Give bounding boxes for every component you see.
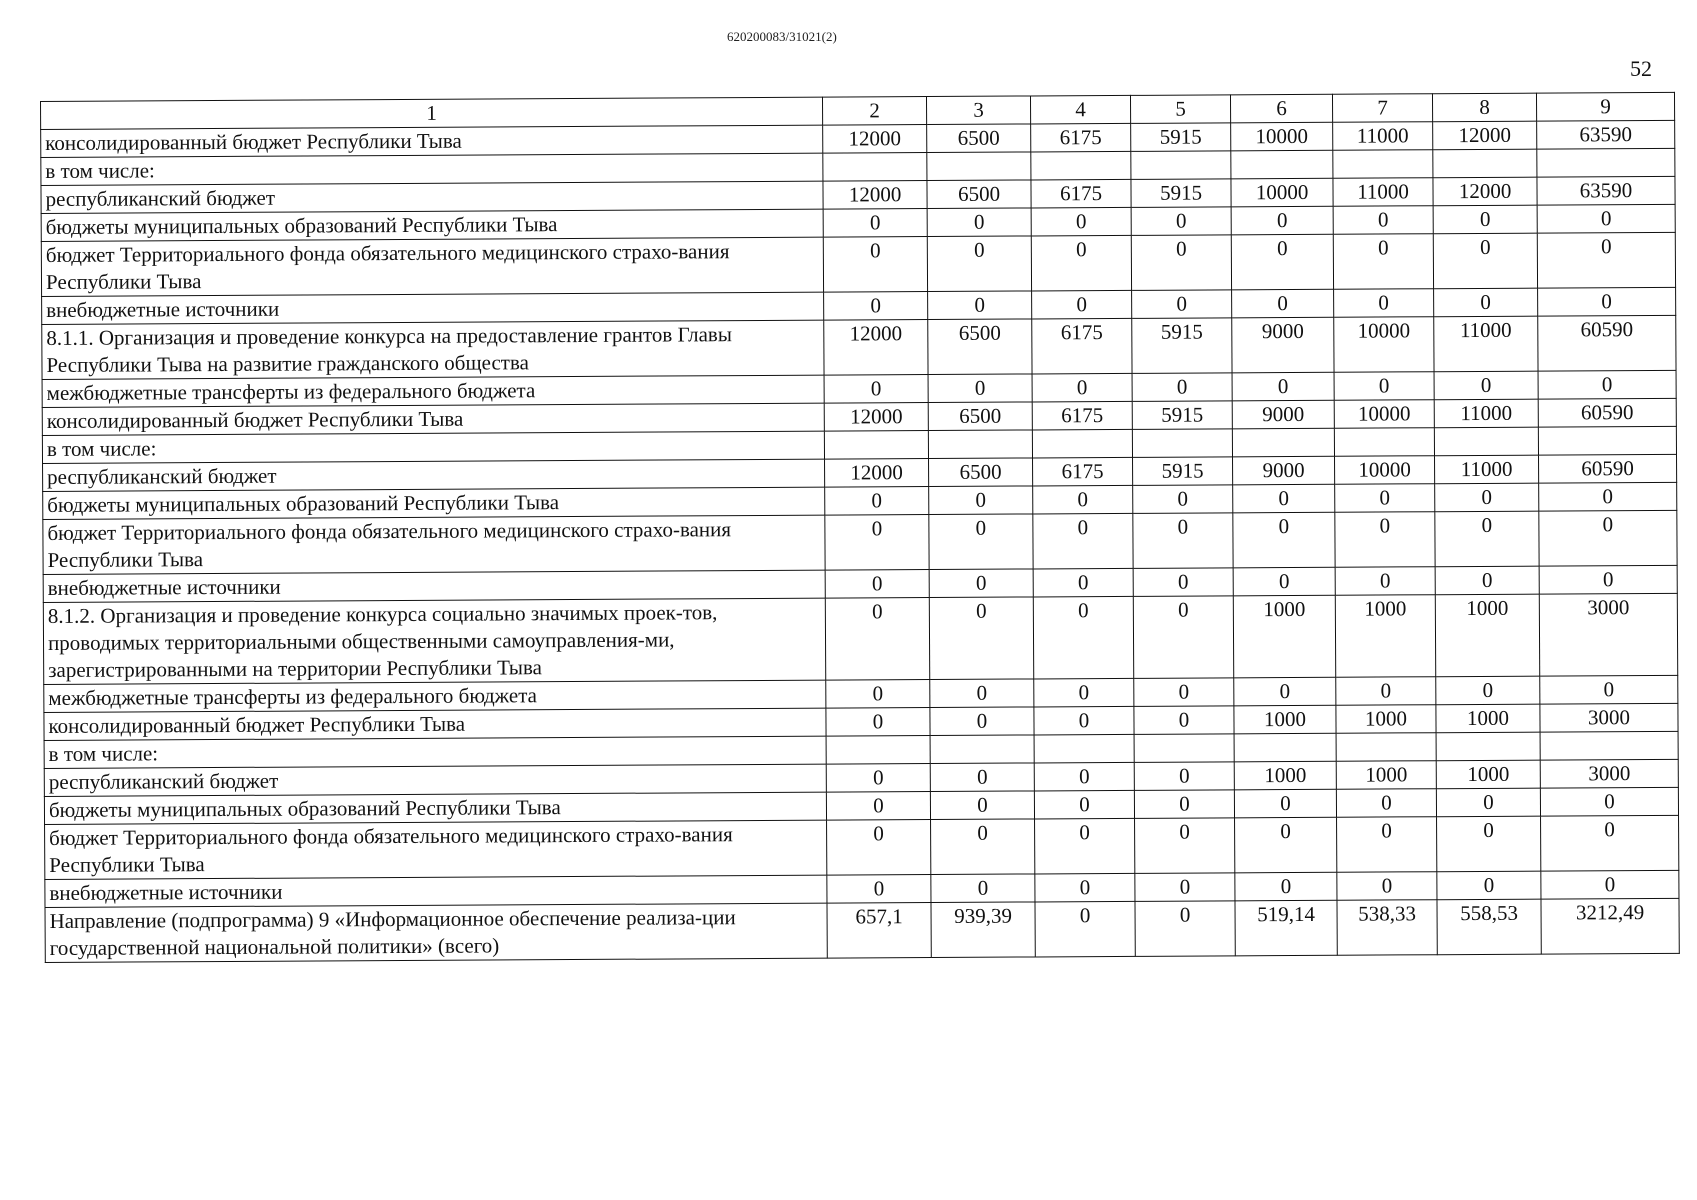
value-cell: 11000	[1333, 122, 1433, 151]
value-cell: 0	[1131, 235, 1231, 291]
value-cell: 0	[929, 569, 1033, 598]
column-header: 9	[1536, 92, 1674, 121]
value-cell: 0	[1537, 232, 1675, 288]
value-cell	[1131, 151, 1231, 180]
value-cell: 0	[1539, 510, 1677, 566]
value-cell: 12000	[825, 459, 929, 488]
value-cell	[1436, 732, 1540, 761]
value-cell: 0	[1233, 567, 1335, 596]
row-label: внебюджетные источники	[43, 570, 825, 602]
value-cell: 0	[927, 236, 1031, 292]
value-cell: 0	[1134, 790, 1234, 819]
value-cell: 1000	[1436, 704, 1540, 733]
row-label: бюджеты муниципальных образований Республики Тыва	[44, 792, 826, 824]
value-cell: 0	[1540, 787, 1678, 816]
value-cell: 0	[1436, 788, 1540, 817]
column-header: 2	[822, 97, 926, 126]
value-cell: 0	[930, 791, 1034, 820]
table-row	[43, 510, 1677, 574]
row-label: республиканский бюджет	[43, 459, 825, 491]
value-cell: 0	[1232, 289, 1334, 318]
document-id: 620200083/31021(2)	[727, 29, 837, 44]
value-cell: 0	[928, 374, 1032, 403]
value-cell: 6500	[927, 124, 1031, 153]
value-cell: 0	[1135, 901, 1235, 957]
value-cell: 1000	[1233, 595, 1335, 678]
row-label: 8.1.1. Организация и проведение конкурса на предоставление грантов Главы Республики Тыва на развитие гражданского общества	[42, 320, 824, 379]
value-cell: 0	[1034, 706, 1134, 735]
value-cell: 0	[1134, 678, 1234, 707]
value-cell: 0	[1033, 513, 1133, 569]
value-cell: 939,39	[931, 902, 1035, 958]
value-cell: 0	[824, 292, 928, 321]
value-cell: 10000	[1231, 122, 1333, 151]
row-label: бюджет Территориального фонда обязательного медицинского страхо-вания Республики Тыва	[43, 515, 825, 574]
value-cell: 0	[1234, 677, 1336, 706]
value-cell: 12000	[824, 320, 928, 376]
value-cell: 9000	[1232, 400, 1334, 429]
value-cell: 0	[930, 679, 1034, 708]
value-cell: 0	[1033, 485, 1133, 514]
value-cell: 0	[1437, 816, 1541, 872]
column-header: 1	[41, 97, 823, 129]
value-cell: 0	[1033, 568, 1133, 597]
column-header: 4	[1030, 95, 1130, 124]
value-cell: 60590	[1538, 315, 1676, 371]
value-cell: 63590	[1537, 120, 1675, 149]
value-cell	[1234, 733, 1336, 762]
value-cell: 0	[1035, 818, 1135, 874]
value-cell	[1434, 427, 1538, 456]
value-cell: 0	[1231, 206, 1333, 235]
column-header: 8	[1432, 93, 1536, 122]
value-cell: 0	[825, 487, 929, 516]
value-cell: 1000	[1436, 760, 1540, 789]
value-cell: 1000	[1234, 705, 1336, 734]
value-cell: 11000	[1434, 316, 1538, 372]
value-cell: 11000	[1333, 178, 1433, 207]
value-cell: 1000	[1336, 705, 1436, 734]
value-cell: 0	[1335, 512, 1435, 568]
value-cell: 0	[1232, 372, 1334, 401]
value-cell	[823, 153, 927, 182]
value-cell: 0	[1234, 789, 1336, 818]
value-cell: 0	[1131, 207, 1231, 236]
row-label: в том числе:	[44, 736, 826, 768]
value-cell: 0	[1134, 762, 1234, 791]
row-label: внебюджетные источники	[45, 875, 827, 907]
value-cell: 0	[1434, 371, 1538, 400]
value-cell: 0	[1540, 675, 1678, 704]
value-cell: 0	[1336, 677, 1436, 706]
column-header: 7	[1332, 94, 1432, 123]
value-cell: 6175	[1031, 179, 1131, 208]
value-cell: 0	[1034, 678, 1134, 707]
value-cell	[927, 152, 1031, 181]
value-cell: 0	[824, 375, 928, 404]
value-cell: 5915	[1131, 123, 1231, 152]
value-cell: 6175	[1032, 318, 1132, 374]
value-cell	[826, 736, 930, 765]
value-cell	[1232, 428, 1334, 457]
row-label: внебюджетные источники	[42, 292, 824, 324]
value-cell: 0	[1133, 513, 1233, 569]
value-cell: 10000	[1334, 317, 1434, 373]
page-number: 52	[1630, 56, 1652, 81]
value-cell: 0	[1538, 287, 1676, 316]
value-cell: 0	[1132, 373, 1232, 402]
row-label: межбюджетные трансферты из федерального бюджета	[44, 680, 826, 712]
value-cell: 10000	[1334, 400, 1434, 429]
value-cell: 1000	[1435, 594, 1539, 677]
value-cell: 0	[1541, 870, 1679, 899]
value-cell: 0	[827, 820, 931, 876]
value-cell: 657,1	[827, 903, 931, 959]
value-cell: 5915	[1133, 457, 1233, 486]
value-cell	[930, 735, 1034, 764]
table-row	[41, 232, 1675, 296]
value-cell: 0	[929, 514, 1033, 570]
value-cell: 6500	[929, 458, 1033, 487]
value-cell: 0	[1539, 565, 1677, 594]
row-label: бюджет Территориального фонда обязательного медицинского страхо-вания Республики Тыва	[41, 237, 823, 296]
value-cell: 0	[1337, 817, 1437, 873]
value-cell: 0	[826, 708, 930, 737]
value-cell: 0	[1231, 234, 1333, 290]
value-cell: 60590	[1538, 398, 1676, 427]
value-cell	[1433, 149, 1537, 178]
value-cell: 3000	[1540, 703, 1678, 732]
value-cell: 0	[930, 763, 1034, 792]
value-cell	[1336, 733, 1436, 762]
row-label: республиканский бюджет	[41, 181, 823, 213]
value-cell: 6500	[928, 319, 1032, 375]
value-cell: 10000	[1231, 178, 1333, 207]
value-cell: 3212,49	[1541, 898, 1679, 954]
value-cell: 0	[826, 764, 930, 793]
value-cell: 0	[825, 598, 929, 681]
value-cell: 538,33	[1337, 900, 1437, 956]
value-cell: 1000	[1336, 761, 1436, 790]
value-cell: 0	[1034, 762, 1134, 791]
value-cell: 0	[929, 597, 1033, 680]
value-cell: 0	[1233, 512, 1335, 568]
value-cell: 0	[826, 680, 930, 709]
value-cell: 1000	[1335, 595, 1435, 678]
value-cell: 63590	[1537, 176, 1675, 205]
value-cell: 0	[1334, 289, 1434, 318]
value-cell: 0	[1541, 815, 1679, 871]
table-row	[45, 815, 1679, 879]
value-cell: 5915	[1132, 401, 1232, 430]
value-cell: 0	[1336, 789, 1436, 818]
value-cell	[824, 431, 928, 460]
value-cell: 0	[1537, 204, 1675, 233]
value-cell: 0	[1031, 235, 1131, 291]
value-cell: 0	[927, 208, 1031, 237]
value-cell: 0	[827, 875, 931, 904]
value-cell	[928, 430, 1032, 459]
value-cell: 12000	[1433, 177, 1537, 206]
row-label: консолидированный бюджет Республики Тыва	[42, 403, 824, 435]
value-cell	[1034, 734, 1134, 763]
row-label: в том числе:	[41, 153, 823, 185]
row-label: консолидированный бюджет Республики Тыва	[44, 708, 826, 740]
value-cell: 0	[1133, 568, 1233, 597]
value-cell: 0	[928, 291, 1032, 320]
value-cell: 0	[823, 237, 927, 293]
value-cell: 12000	[1433, 121, 1537, 150]
row-label: консолидированный бюджет Республики Тыва	[41, 125, 823, 157]
row-label: бюджеты муниципальных образований Республики Тыва	[43, 487, 825, 519]
value-cell	[1132, 429, 1232, 458]
value-cell: 0	[1033, 596, 1133, 679]
column-header: 6	[1230, 94, 1332, 123]
value-cell: 0	[1133, 596, 1233, 679]
value-cell: 12000	[824, 403, 928, 432]
value-cell: 0	[1435, 511, 1539, 567]
value-cell: 0	[1035, 873, 1135, 902]
value-cell: 0	[1134, 706, 1234, 735]
value-cell: 11000	[1434, 399, 1538, 428]
value-cell: 0	[929, 486, 1033, 515]
value-cell: 0	[825, 515, 929, 571]
value-cell	[1537, 148, 1675, 177]
table-row	[42, 315, 1676, 379]
value-cell: 0	[1035, 901, 1135, 957]
value-cell: 12000	[823, 181, 927, 210]
row-label: бюджет Территориального фонда обязательного медицинского страхо-вания Республики Тыва	[45, 820, 827, 879]
value-cell: 60590	[1539, 454, 1677, 483]
value-cell: 558,53	[1437, 899, 1541, 955]
value-cell: 0	[826, 792, 930, 821]
value-cell: 0	[931, 819, 1035, 875]
value-cell: 0	[1333, 234, 1433, 290]
value-cell: 6175	[1033, 457, 1133, 486]
value-cell: 0	[825, 570, 929, 599]
value-cell: 0	[1335, 484, 1435, 513]
column-header: 5	[1130, 95, 1230, 124]
value-cell: 11000	[1435, 455, 1539, 484]
value-cell	[1231, 150, 1333, 179]
value-cell: 1000	[1234, 761, 1336, 790]
value-cell: 0	[1539, 482, 1677, 511]
value-cell: 3000	[1540, 759, 1678, 788]
value-cell: 0	[930, 707, 1034, 736]
value-cell	[1334, 428, 1434, 457]
value-cell: 0	[1333, 206, 1433, 235]
value-cell	[1031, 151, 1131, 180]
row-label: республиканский бюджет	[44, 764, 826, 796]
value-cell: 0	[1135, 818, 1235, 874]
value-cell: 0	[1133, 485, 1233, 514]
value-cell: 0	[1436, 676, 1540, 705]
value-cell: 0	[1233, 484, 1335, 513]
value-cell: 519,14	[1235, 900, 1337, 956]
value-cell: 0	[1435, 483, 1539, 512]
value-cell: 0	[931, 874, 1035, 903]
value-cell: 0	[1032, 373, 1132, 402]
budget-table	[40, 92, 1680, 963]
row-label: межбюджетные трансферты из федерального бюджета	[42, 375, 824, 407]
value-cell: 0	[1335, 567, 1435, 596]
value-cell: 0	[1235, 817, 1337, 873]
value-cell	[1333, 150, 1433, 179]
value-cell	[1538, 426, 1676, 455]
value-cell: 12000	[823, 125, 927, 154]
value-cell: 10000	[1335, 456, 1435, 485]
value-cell: 0	[1437, 871, 1541, 900]
value-cell: 0	[823, 209, 927, 238]
value-cell: 0	[1538, 370, 1676, 399]
value-cell: 6175	[1032, 401, 1132, 430]
table-row	[45, 898, 1679, 962]
value-cell: 0	[1433, 205, 1537, 234]
row-label: в том числе:	[42, 431, 824, 463]
value-cell: 0	[1434, 288, 1538, 317]
value-cell: 0	[1334, 372, 1434, 401]
value-cell: 6175	[1031, 123, 1131, 152]
value-cell: 6500	[928, 402, 1032, 431]
value-cell	[1032, 429, 1132, 458]
value-cell: 0	[1433, 233, 1537, 289]
row-label: бюджеты муниципальных образований Республики Тыва	[41, 209, 823, 241]
table-row	[43, 593, 1677, 684]
value-cell: 0	[1032, 290, 1132, 319]
value-cell: 0	[1031, 207, 1131, 236]
value-cell	[1540, 731, 1678, 760]
value-cell: 0	[1435, 566, 1539, 595]
row-label: Направление (подпрограмма) 9 «Информационное обеспечение реализа-ции государственной национальной политики» (всего)	[45, 903, 827, 962]
value-cell: 0	[1337, 872, 1437, 901]
row-label: 8.1.2. Организация и проведение конкурса социально значимых проек-тов, проводимых территориальными общественными самоуправления-ми, зарегистрированными на территории Республики Тыва	[43, 598, 825, 684]
value-cell: 9000	[1232, 317, 1334, 373]
value-cell: 0	[1235, 872, 1337, 901]
value-cell: 3000	[1539, 593, 1677, 676]
column-header: 3	[926, 96, 1030, 125]
value-cell: 0	[1034, 790, 1134, 819]
value-cell	[1134, 734, 1234, 763]
value-cell: 5915	[1131, 179, 1231, 208]
value-cell: 5915	[1132, 318, 1232, 374]
value-cell: 6500	[927, 180, 1031, 209]
value-cell: 9000	[1233, 456, 1335, 485]
budget-table-container	[40, 92, 1679, 963]
value-cell: 0	[1135, 873, 1235, 902]
value-cell: 0	[1132, 290, 1232, 319]
